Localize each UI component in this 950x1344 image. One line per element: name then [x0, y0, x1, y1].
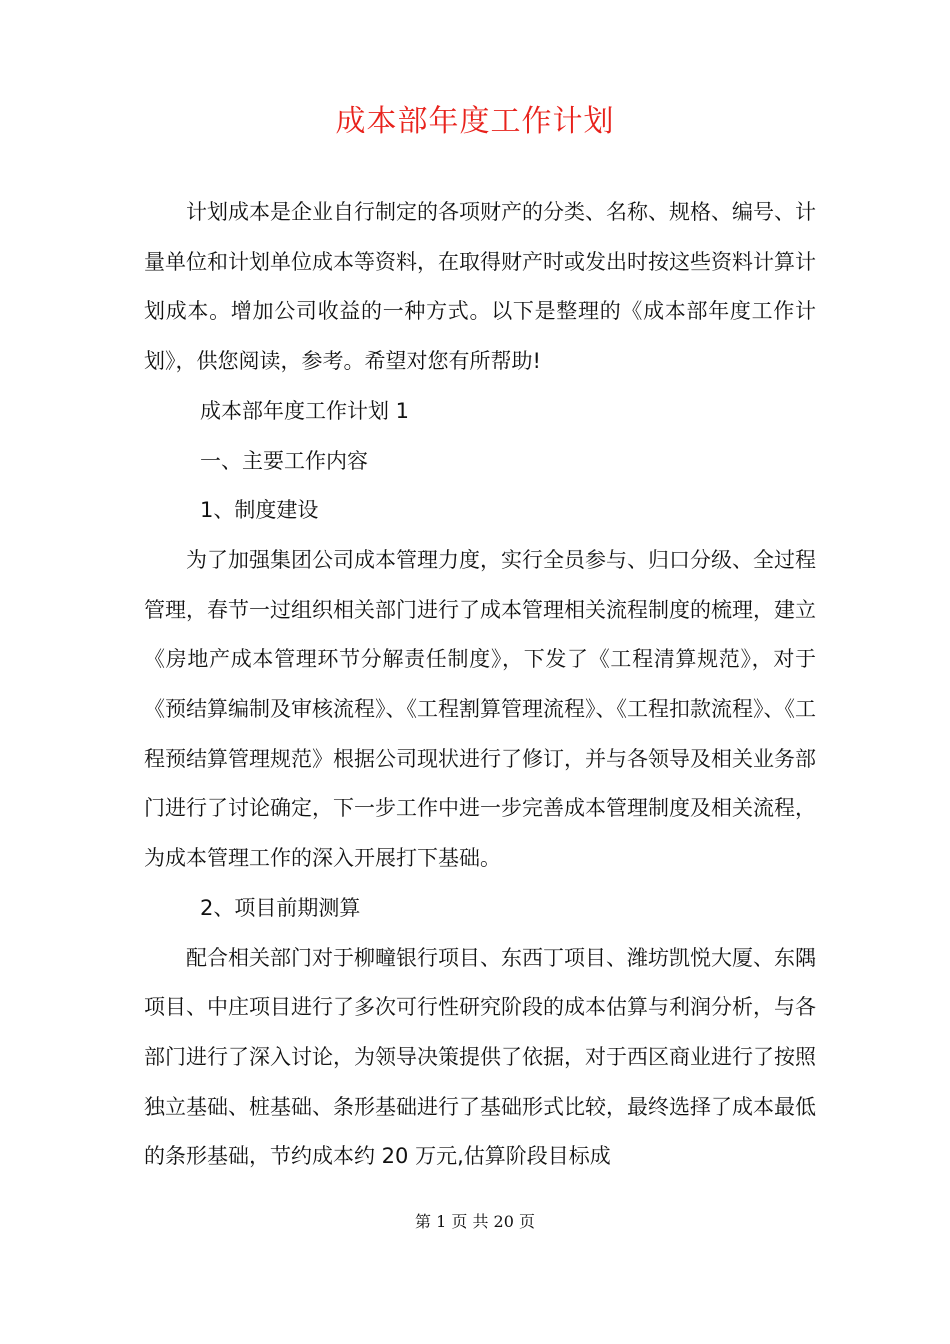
- heading-main-content: 一、主要工作内容: [200, 448, 368, 473]
- system-building-paragraph: 为了加强集团公司成本管理力度，实行全员参与、归口分级、全过程管理，春节一过组织相关部门进行了成本管理相关流程制度的梳理，建立《房地产成本管理环节分解责任制度》，下发了《工程清算规范》，对于《预结算编制及审核流程》、《工程割算管理流程》、《工程扣款流程》、《工程预结算管理规范》根据公司现状进行了修订，并与各领导及相关业务部门进行了讨论确定，下一步工作中进一步完善成本管理制度及相关流程，为成本管理工作的深入开展打下基础。: [144, 547, 816, 871]
- heading-system-building: 1、制度建设: [200, 498, 319, 523]
- project-estimation-paragraph: 配合相关部门对于柳疃银行项目、东西丁项目、潍坊凯悦大厦、东隅项目、中庄项目进行了多次可行性研究阶段的成本估算与利润分析，与各部门进行了深入讨论，为领导决策提供了依据，对于西区商业进行了按照独立基础、桩基础、条形基础进行了基础形式比较，最终选择了成本最低的条形基础，节约成本约 20 万元,估算阶段目标成: [144, 945, 816, 1169]
- page-footer: 第 1 页 共 20 页: [415, 1212, 535, 1231]
- heading-project-estimation: 2、项目前期测算: [200, 895, 361, 920]
- document-body: [144, 188, 816, 1182]
- document-title: 成本部年度工作计划: [335, 104, 615, 139]
- intro-paragraph: 计划成本是企业自行制定的各项财产的分类、名称、规格、编号、计量单位和计划单位成本等资料，在取得财产时或发出时按这些资料计算计划成本。增加公司收益的一种方式。以下是整理的《成本部年度工作计划》，供您阅读，参考。希望对您有所帮助!: [144, 200, 816, 374]
- section-title: 成本部年度工作计划 1: [200, 398, 410, 423]
